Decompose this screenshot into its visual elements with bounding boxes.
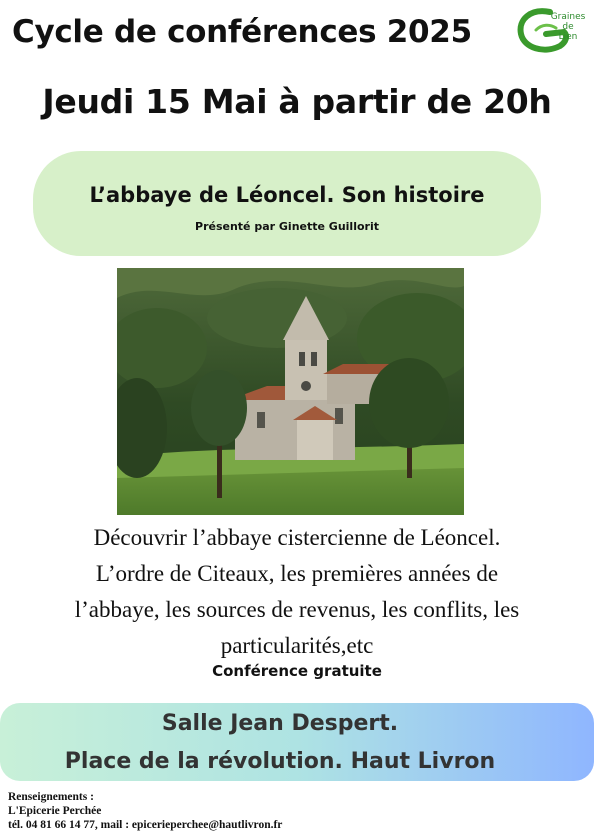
event-date: Jeudi 15 Mai à partir de 20h — [42, 82, 552, 121]
topic-title: L’abbaye de Léoncel. Son histoire — [89, 183, 485, 207]
description-line: particularités,etc — [220, 633, 374, 658]
contact-heading: Renseignements : — [8, 791, 94, 803]
page-title: Cycle de conférences 2025 — [12, 14, 472, 50]
venue-hall: Salle Jean Despert. — [161, 711, 399, 736]
venue-box — [0, 703, 594, 781]
contact-name: L'Epicerie Perchée — [8, 805, 102, 817]
logo-word: Lien — [558, 32, 578, 42]
description — [0, 520, 594, 664]
logo-text — [548, 12, 588, 42]
contact-info — [8, 790, 282, 832]
description-line: L’ordre de Citeaux, les premières années de — [95, 561, 499, 586]
topic-presenter: Présenté par Ginette Guillorit — [195, 220, 379, 233]
description-line: l’abbaye, les sources de revenus, les conflits, les — [74, 597, 520, 622]
topic-box — [33, 151, 541, 256]
venue-address: Place de la révolution. Haut Livron — [64, 749, 496, 774]
free-entry: Conférence gratuite — [212, 662, 382, 680]
contact-details: tél. 04 81 66 14 77, mail : epicerieperchee@hautlivron.fr — [8, 819, 283, 831]
description-line: Découvrir l’abbaye cistercienne de Léoncel. — [93, 525, 501, 550]
logo-word: Graines — [550, 12, 586, 22]
logo-word: de — [562, 22, 574, 32]
abbey-photo — [117, 268, 464, 515]
